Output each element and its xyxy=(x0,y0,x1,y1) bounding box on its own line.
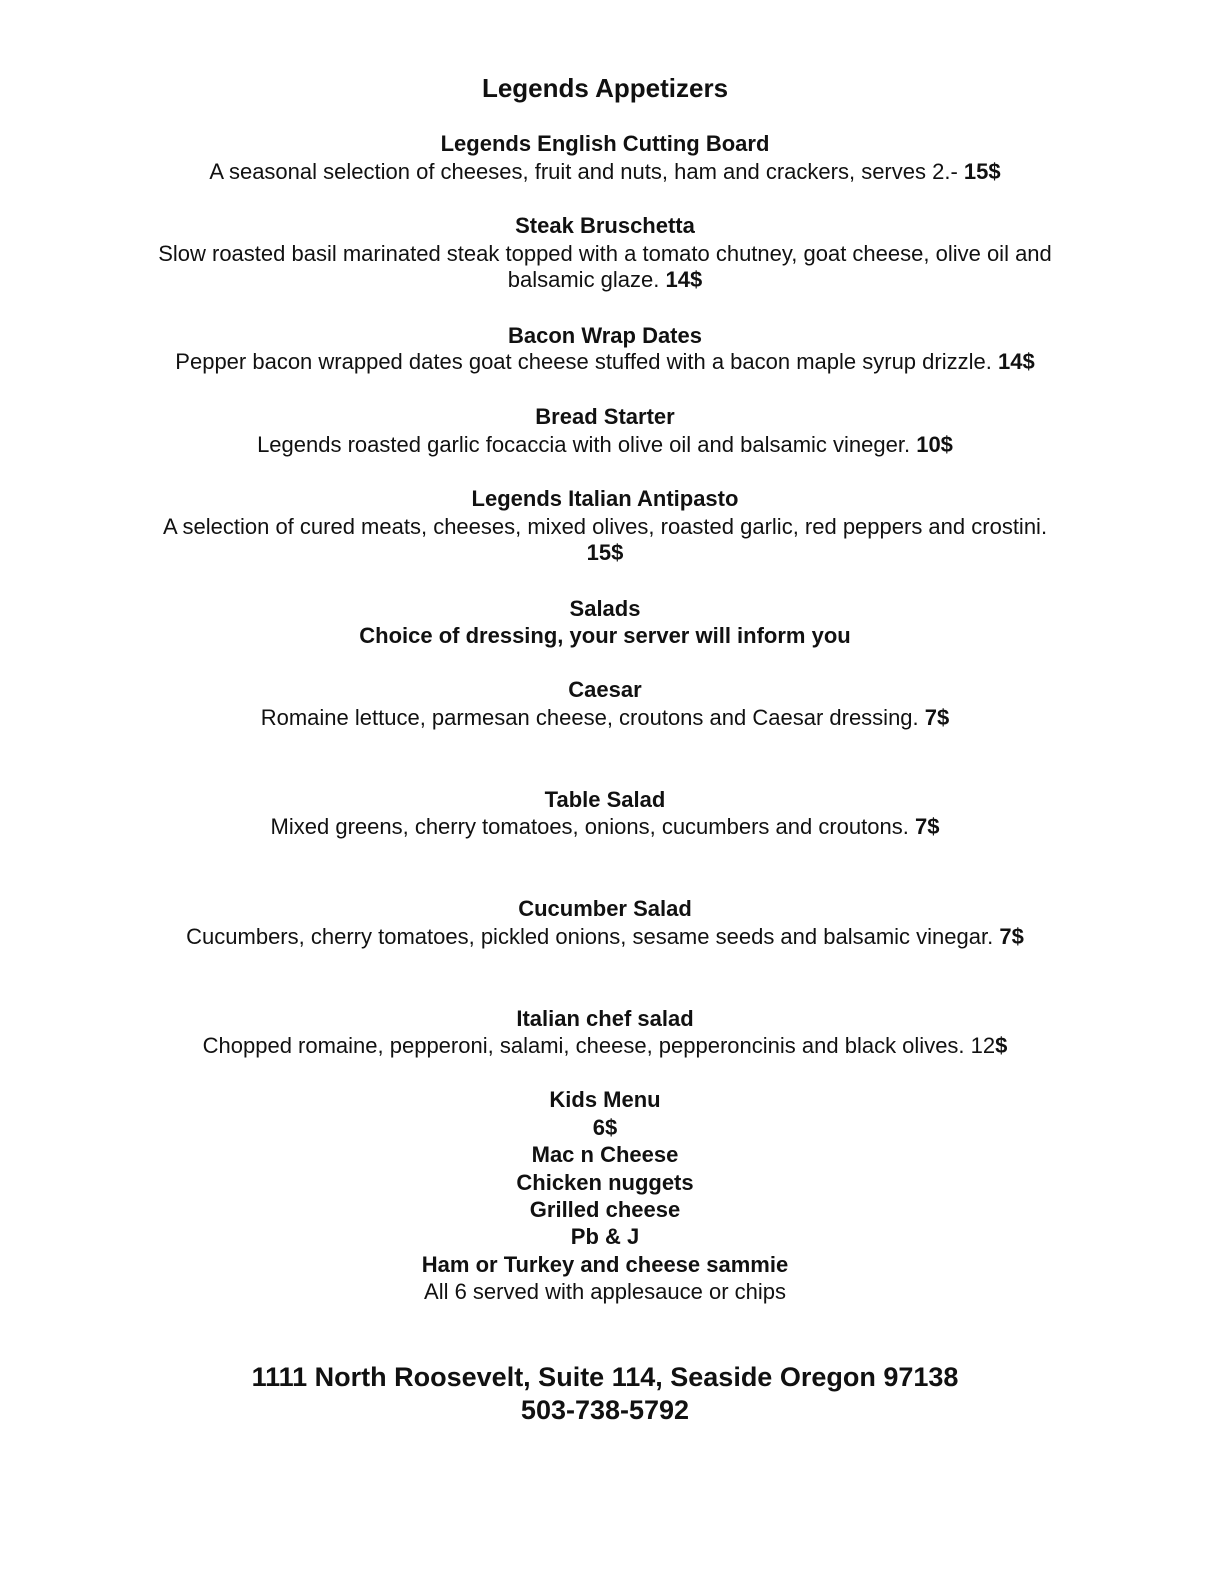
kids-menu-item: Ham or Turkey and cheese sammie xyxy=(421,1252,789,1277)
item-desc-steak-bruschetta-line2 xyxy=(0,269,1210,291)
item-price: 7$ xyxy=(914,814,940,839)
item-price: $ xyxy=(995,1033,1008,1058)
item-desc-cucumber-salad xyxy=(0,926,1210,948)
desc-text: balsamic glaze. xyxy=(507,267,666,292)
item-name-bacon-wrap-dates: Bacon Wrap Dates xyxy=(508,323,702,348)
desc-text: Legends roasted garlic focaccia with olive oil and balsamic vineger. xyxy=(257,432,917,457)
item-desc-table-salad xyxy=(0,816,1210,838)
desc-text: Pepper bacon wrapped dates goat cheese stuffed with a bacon maple syrup drizzle. xyxy=(175,349,998,374)
item-price: 7$ xyxy=(924,705,950,730)
item-name-bread-starter: Bread Starter xyxy=(535,404,675,429)
item-price-italian-antipasto xyxy=(0,542,1210,564)
item-desc-caesar xyxy=(0,707,1210,729)
desc-text: Mixed greens, cherry tomatoes, onions, cucumbers and croutons. xyxy=(270,814,915,839)
kids-menu-heading: Kids Menu xyxy=(549,1087,661,1112)
item-desc-bread-starter xyxy=(0,434,1210,456)
item-desc-steak-bruschetta-line1: Slow roasted basil marinated steak topped with a tomato chutney, goat cheese, olive oil and xyxy=(158,241,1052,266)
kids-menu-note: All 6 served with applesauce or chips xyxy=(424,1279,786,1304)
kids-menu-item: Grilled cheese xyxy=(529,1197,681,1222)
item-desc-bacon-wrap-dates xyxy=(0,351,1210,373)
menu-title: Legends Appetizers xyxy=(481,73,729,103)
item-price: 15$ xyxy=(963,159,1001,184)
kids-menu-price: 6$ xyxy=(592,1115,618,1140)
item-name-cucumber-salad: Cucumber Salad xyxy=(518,896,692,921)
item-name-steak-bruschetta: Steak Bruschetta xyxy=(515,213,695,238)
item-desc-cutting-board xyxy=(0,161,1210,183)
desc-text: Romaine lettuce, parmesan cheese, croutons and Caesar dressing. xyxy=(260,705,925,730)
restaurant-phone: 503-738-5792 xyxy=(520,1395,690,1425)
item-name-caesar: Caesar xyxy=(568,677,642,702)
item-name-cutting-board: Legends English Cutting Board xyxy=(440,131,770,156)
item-name-italian-antipasto: Legends Italian Antipasto xyxy=(471,486,739,511)
item-price: 14$ xyxy=(997,349,1035,374)
item-price: 10$ xyxy=(916,432,953,457)
kids-menu-item: Pb & J xyxy=(570,1224,640,1249)
kids-menu-item: Mac n Cheese xyxy=(531,1142,679,1167)
item-desc-italian-chef-salad xyxy=(0,1035,1210,1057)
desc-text: Cucumbers, cherry tomatoes, pickled onions, sesame seeds and balsamic vinegar. xyxy=(186,924,1000,949)
restaurant-address: 1111 North Roosevelt, Suite 114, Seaside Oregon 97138 xyxy=(251,1362,959,1392)
item-price: 14$ xyxy=(665,267,703,292)
salads-subheading: Choice of dressing, your server will inform you xyxy=(359,623,851,648)
item-price: 15$ xyxy=(586,540,624,565)
item-name-italian-chef-salad: Italian chef salad xyxy=(516,1006,694,1031)
desc-text: A seasonal selection of cheeses, fruit and nuts, ham and crackers, serves 2.- xyxy=(209,159,964,184)
item-desc-italian-antipasto: A selection of cured meats, cheeses, mixed olives, roasted garlic, red peppers and crostini. xyxy=(162,514,1048,539)
salads-heading: Salads xyxy=(569,596,641,621)
desc-text: Chopped romaine, pepperoni, salami, cheese, pepperoncinis and black olives. 12 xyxy=(202,1033,996,1058)
item-price: 7$ xyxy=(999,924,1024,949)
item-name-table-salad: Table Salad xyxy=(544,787,666,812)
kids-menu-item: Chicken nuggets xyxy=(516,1170,694,1195)
